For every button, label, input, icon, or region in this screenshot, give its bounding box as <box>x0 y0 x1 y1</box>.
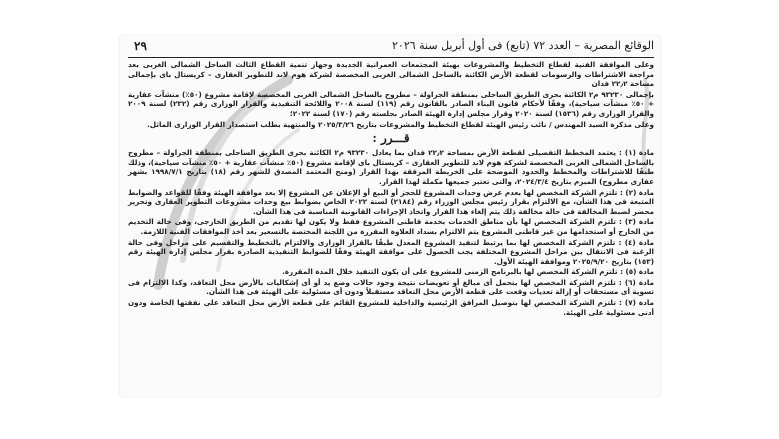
article-6 <box>128 278 654 297</box>
article-2 <box>128 188 654 217</box>
page-header <box>120 36 660 56</box>
decree-heading: قـــرر : <box>372 131 410 146</box>
article-text: تلتزم الشركة المخصص لها بأن مناطق الخدمات بخدمة قاطنى المشروع فقط ولا يكون لها تقديم من الطريق الخارجى، وفى حالة التخديم من الخارج أو استخدامها من غير قاطنى المشروع يتم الالتزام بسداد العلاوة المقررة من اللجنة المختصة بالتسعير بعد أخذ الموافقات الفنية اللازمة. <box>128 217 654 236</box>
article-text: تلتزم الشركة المخصص لها بالبرنامج الزمنى للمشروع على أن يكون التنفيذ خلال المدة المقررة. <box>282 267 618 277</box>
article-5 <box>128 267 654 277</box>
article-3 <box>128 217 654 236</box>
article-label: مادة (٢) : <box>619 187 654 197</box>
preamble-paragraph: وعلى مذكرة السيد المهندس / نائب رئيس الهيئة لقطاع التخطيط والمشروعات بتاريخ ٢٠٢٥/٣/٢٦ والمنتهية بطلب استصدار القرار الوزارى الماثل. <box>147 119 654 129</box>
preamble-paragraph: وعلى الموافقة الفنية لقطاع التخطيط والمشروعات بهيئة المجتمعات العمرانية الجديدة وجهاز تنمية القطاع الثالث الساحل الشمالى الغربى بعد مراجعة الاشتراطات والرسومات لقطعة الأرض الكائنة بالساحل الشمالى الغربى المخصصة لشركة هوم لاند للتطوير العقارى – كريستال باى بإجمالى مساحة ٢٢٫٢ فدان <box>128 60 654 89</box>
article-4 <box>128 238 654 267</box>
article-text: تلتزم الشركة المخصص لها بعدم عرض وحدات المشروع للحجز أو البيع أو الإعلان عن المشروع إلا بعد موافقة الهيئة وفقًا للقواعد والضوابط المتبعة فى هذا الشأن، مع الالتزام بقرار رئيس مجلس الوزراء رقم (٢١٨٤) لسنة ٢٠٢٢ الخاص بضوابط بيع وحدات مشروعات التطوير العقارى وتحرير محضر لضبط المخالفة فى حالة مخالفة ذلك يتم إلغاء هذا القرار واتخاذ الإجراءات القانونية المناسبة فى هذا الشأن. <box>128 187 654 216</box>
article-label: مادة (٣) : <box>619 217 654 227</box>
header-rule <box>128 57 654 58</box>
article-label: مادة (٥) : <box>620 267 654 277</box>
preamble-paragraph: بإجمالى ٩٣٢٣٠ م٢ الكائنة بحرى الطريق الساحلى بمنطقة الجراولة – مطروح بالساحل الشمالى الغربى المخصصة لإقامة مشروع (٥٠٪) منشآت عقارية + ٥٠٪ منشآت سياحية)، وفقًا لأحكام قانون البناء الصادر بالقانون رقم (١١٩) لسنة ٢٠٠٨ واللائحة التنفيذية والقرار الوزارى رقم (٢٣٢) لسنة ٢٠٠٩ والقرار الوزارى رقم (١٥٣٦) لسنة ٢٠٢٠ وقرار مجلس إدارة الهيئة الصادر بجلسته رقم (١٧٠) لسنة ٢٠٢٢؛ <box>128 89 654 118</box>
document-body <box>128 60 654 392</box>
article-label: مادة (٦) : <box>618 277 654 287</box>
article-text: يعتمد المخطط التفصيلى لقطعة الأرض بمساحة ٢٢٫٢ فدان بما يعادل ٩٣٢٣٠ م٢ الكائنة بحرى الطريق الساحلى بمنطقة الجراولة – مطروح بالساحل الشمالى الغربى المخصصة لشركة هوم لاند للتطوير العقارى – كريستال باى لإقامة مشروع (٥٠٪ منشآت عقارية + ٥٠٪ منشآت سياحية)، وذلك طبقًا للاشتراطات والمخطط والحدود الموضحة على الخريطة المرفقة بهذا القرار (ومنح المعتمد المصدق للشهر رقم (١٨) بتاريخ ١٩٩٨/٧/١ بشهر عقارى مطروح) المبرم بتاريخ ٢٠٢٤/٣/٤، والتى تعتبر جميعها مكملة لهذا القرار. <box>128 148 655 186</box>
article-text: تلتزم الشركة المخصص لها بتحمل أى مبالغ أو تعويضات نتيجة وجود حالات وضع يد أو أى إشكاليات بالأرض محل التعاقد، وكذا الالتزام فى تسوية أى مستحقات أو إزالة تعديات وقعت على قطعة الأرض محل التعاقد مستقبلاً ودون أى مسئولية على الهيئة فى هذا الشأن. <box>128 277 654 297</box>
article-text: تلتزم الشركة المخصص لها بما يرتبط لتنفيذ المشروع المعدل طبقًا بالقرار الوزارى والالتزام بالتخطيط والتقسيم على مراحل وفى حالة الرغبة فى الانتقال بين مراحل المشروع المختلفة يجب الحصول على موافقة الهيئة وفقًا للضوابط التنفيذية الصادرة بقرار مجلس إدارة الهيئة رقم (١٥٣) بتاريخ ٢٠٢٥/٩/٢٠ وموافقة الهيئة الأول. <box>128 237 654 266</box>
article-7 <box>128 298 654 317</box>
article-label: مادة (٧) : <box>619 298 654 308</box>
article-1 <box>128 148 654 186</box>
article-text: تلتزم الشركة المخصص لها بتوصيل المرافق الرئيسية والداخلية للمشروع القائم على قطعة الأرض محل التعاقد على نفقتها الخاصة ودون أدنى مسئولية على الهيئة. <box>128 298 654 317</box>
page-number: ٢٩ <box>134 39 147 53</box>
article-label: مادة (١) : <box>619 148 654 158</box>
article-label: مادة (٤) : <box>618 237 654 247</box>
gazette-page <box>120 36 660 396</box>
gazette-title: الوقائع المصرية – العدد ٧٢ (تابع) فى أول أبريل سنة ٢٠٢٦ <box>392 39 654 52</box>
